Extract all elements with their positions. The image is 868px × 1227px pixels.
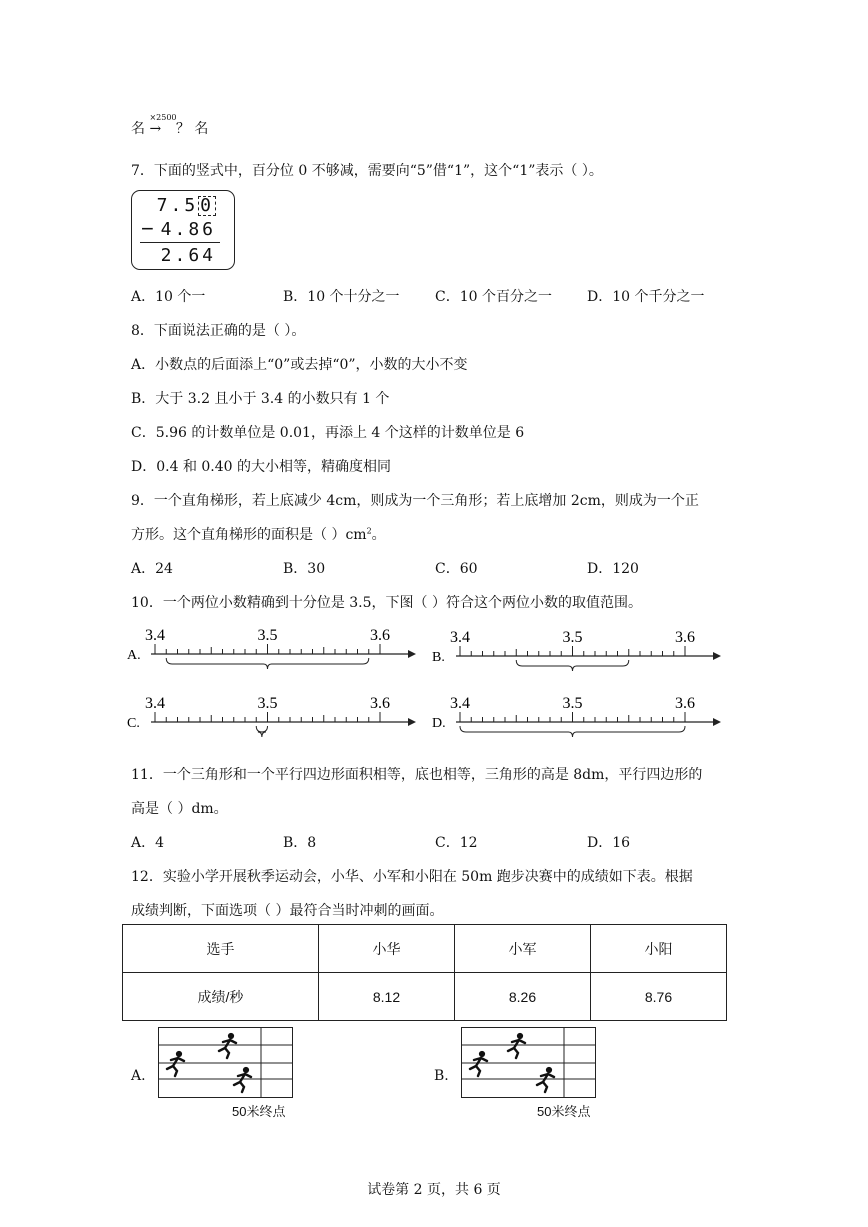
option-letter: B. (432, 650, 445, 665)
runner-head (479, 1051, 484, 1056)
finish-label-b: 50米终点 (537, 1104, 591, 1119)
q10-stem: 10．一个两位小数精确到十分位是 3.5，下图（ ）符合这个两位小数的取值范围。 (131, 595, 642, 611)
tick-label: 3.5 (257, 695, 278, 712)
range-brace (256, 726, 267, 737)
q8-option-b[interactable]: B．大于 3.2 且小于 3.4 的小数只有 1 个 (131, 391, 390, 407)
table-cell: 8.76 (591, 973, 727, 1021)
q11-stem-line1: 11．一个三角形和一个平行四边形面积相等，底也相等，三角形的高是 8dm，平行四边形的 (131, 767, 703, 783)
q12-stem-line2: 成绩判断，下面选项（ ）最符合当时冲刺的画面。 (131, 903, 444, 919)
vert-row3: 2.64 (160, 245, 216, 266)
runner-icon (219, 1033, 236, 1058)
q8-option-a[interactable]: A．小数点的后面添上“0”或去掉“0”，小数的大小不变 (131, 357, 468, 373)
option-letter: C. (127, 716, 140, 731)
finish-label-a: 50米终点 (232, 1104, 286, 1119)
minus-sign: − (141, 216, 154, 241)
q8-stem: 8．下面说法正确的是（ ）。 (131, 323, 306, 339)
table-cell: 8.26 (455, 973, 591, 1021)
race-picture-a[interactable] (158, 1027, 294, 1099)
q9-option-d[interactable]: D．120 (587, 561, 639, 577)
tick-label: 3.4 (145, 695, 165, 712)
race-picture-b[interactable] (461, 1027, 597, 1099)
vert-rule (140, 242, 220, 243)
q12-stem-line1: 12．实验小学开展秋季运动会，小华、小军和小阳在 50m 跑步决赛中的成绩如下表。根据 (131, 869, 693, 885)
arrow-label: ×2500 (149, 113, 177, 122)
q11-option-a[interactable]: A．4 (131, 835, 165, 851)
runner-body (219, 1040, 236, 1058)
q7-option-c[interactable]: C．10 个百分之一 (435, 289, 552, 305)
q11-option-b[interactable]: B．8 (283, 835, 317, 851)
runner-head (228, 1033, 233, 1038)
range-brace (166, 658, 369, 669)
runner-icon (470, 1051, 487, 1076)
q9-option-a[interactable]: A．24 (131, 561, 173, 577)
tick-label: 3.5 (562, 629, 583, 646)
table-row (123, 973, 727, 1021)
table-header-row (123, 925, 727, 973)
ratio-middle: ？ (175, 121, 190, 137)
runner-head (243, 1067, 248, 1072)
runner-head (176, 1051, 181, 1056)
q12-option-b-letter[interactable]: B. (434, 1068, 449, 1084)
range-brace (460, 726, 685, 737)
runner-body (508, 1040, 525, 1058)
arrow-head (713, 718, 721, 726)
range-brace (516, 660, 629, 671)
ratio-left: 名 (131, 121, 145, 137)
q8-option-d[interactable]: D．0.4 和 0.40 的大小相等，精确度相同 (131, 459, 392, 475)
runner-icon (508, 1033, 525, 1058)
q9-stem-line2: 方形。这个直角梯形的面积是（ ）$cm^2$。 (131, 526, 386, 543)
runner-body (470, 1058, 487, 1076)
runner-icon (234, 1067, 251, 1092)
q7-option-a[interactable]: A．10 个一 (131, 289, 206, 305)
q11-stem-line2: 高是（ ）dm。 (131, 801, 228, 817)
table-cell: 8.12 (319, 973, 455, 1021)
runner-body (234, 1074, 251, 1092)
q7-option-b[interactable]: B．10 个十分之一 (283, 289, 400, 305)
numberline-option-b[interactable] (430, 622, 730, 682)
page-footer: 试卷第 2 页，共 6 页 (367, 1182, 501, 1198)
vert-row2: 4.86 (160, 219, 216, 240)
q12-option-a-letter[interactable]: A. (131, 1068, 146, 1084)
tick-label: 3.6 (675, 629, 695, 646)
runner-body (537, 1074, 554, 1092)
q11-option-c[interactable]: C．12 (435, 835, 478, 851)
q7-stem: 7．下面的竖式中，百分位 0 不够减，需要向“5”借“1”，这个“1”表示（ ）。 (131, 163, 603, 179)
arrow-head (408, 650, 416, 658)
table-header-cell: 选手 (123, 925, 319, 973)
table-cell: 成绩/秒 (123, 973, 319, 1021)
numberline-option-d[interactable] (430, 688, 730, 748)
numberline-option-a[interactable] (125, 620, 425, 680)
ratio-right: 名 (194, 121, 209, 137)
tick-label: 3.6 (675, 695, 695, 712)
tick-label: 3.5 (562, 695, 583, 712)
tick-label: 3.4 (450, 695, 470, 712)
tick-label: 3.6 (370, 627, 390, 644)
results-table (122, 924, 727, 1021)
runner-body (167, 1058, 184, 1076)
option-letter: D. (432, 716, 446, 731)
option-letter: A. (127, 648, 141, 663)
runner-head (517, 1033, 522, 1038)
table-header-cell: 小军 (455, 925, 591, 973)
runner-icon (167, 1051, 184, 1076)
q7-option-d[interactable]: D．10 个千分之一 (587, 289, 705, 305)
boxed-digit: 0 (200, 195, 214, 216)
vert-row1: 7.5 0 (156, 195, 214, 216)
q9-option-b[interactable]: B．30 (283, 561, 326, 577)
arrow-head (713, 652, 721, 660)
numberline-option-c[interactable] (125, 688, 425, 748)
tick-label: 3.4 (145, 627, 165, 644)
subtraction-diagram (131, 190, 235, 270)
tick-label: 3.4 (450, 629, 470, 646)
q8-option-c[interactable]: C．5.96 的计数单位是 0.01，再添上 4 个这样的计数单位是 6 (131, 425, 525, 441)
table-header-cell: 小华 (319, 925, 455, 973)
arrow-head (408, 718, 416, 726)
arrow-icon: ×2500 → (149, 113, 177, 137)
q9-stem-line1: 9．一个直角梯形，若上底减少 4cm，则成为一个三角形；若上底增加 2cm，则成为一个正 (131, 493, 699, 509)
table-header-cell: 小阳 (591, 925, 727, 973)
q11-option-d[interactable]: D．16 (587, 835, 631, 851)
runner-head (546, 1067, 551, 1072)
ratio-line (131, 113, 209, 138)
runner-icon (537, 1067, 554, 1092)
tick-label: 3.5 (257, 627, 278, 644)
tick-label: 3.6 (370, 695, 390, 712)
q9-option-c[interactable]: C．60 (435, 561, 478, 577)
